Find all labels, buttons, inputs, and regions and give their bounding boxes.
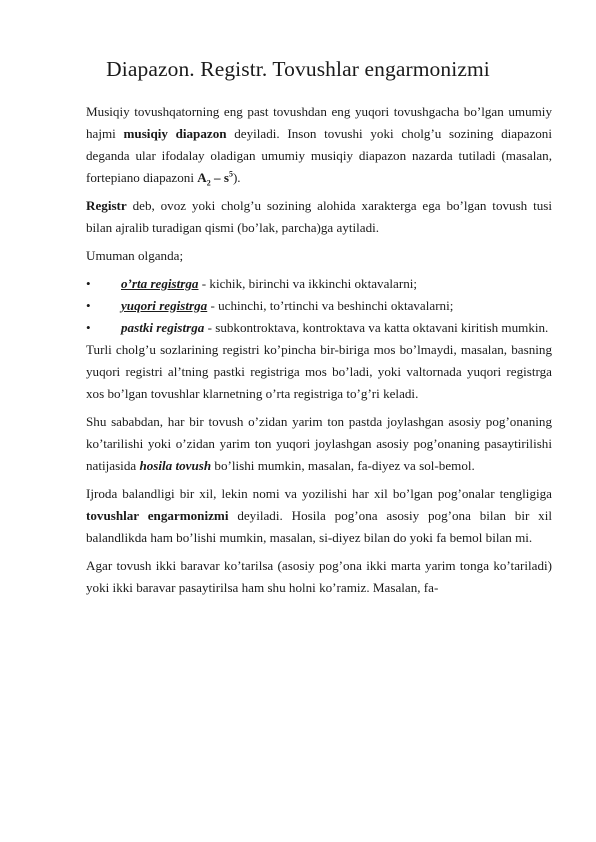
term-tovushlar-engarmonizmi: tovushlar engarmonizmi <box>86 508 229 523</box>
text-run: deyiladi. Inson tovushi yoki cholg’u sozining diapazoni deganda ular ifodalay oladigan umumiy musiqiy diapazon nazarda tutiladi (masalan, fortepiano diapazoni <box>86 126 552 185</box>
text-run: ). <box>232 170 241 185</box>
note-high-superscript: 5 <box>228 169 233 179</box>
text-run: Ijroda balandligi bir xil, lekin nomi va yozilishi har xil bo’lgan pog’onalar tengligiga <box>86 486 552 501</box>
text-run: deb, ovoz yoki cholg’u sozining alohida xarakterga ega bo’lgan tovush tusi bilan ajralib turadigan qismi (bo’lak, parcha)ga aytiladi. <box>86 198 552 235</box>
text-run: Musiqiy tovushqatorning eng past tovushdan eng yuqori tovushgacha bo’lgan umumiy hajmi <box>86 104 552 141</box>
term-musiqiy-diapazon: musiqiy diapazon <box>123 126 227 141</box>
paragraph-turli: Turli cholg’u sozlarining registri ko’pincha bir-biriga mos bo’lmaydi, masalan, basning yuqori registri al’tning pastki registriga mos bo’ladi, yoki valtornada yuqori registrga xos bo’lgan tovushlar klarnetning o’rta registriga to’g’ri keladi. <box>86 342 552 401</box>
term-hosila-tovush: hosila tovush <box>139 458 212 473</box>
list-item-yuqori <box>86 295 552 317</box>
list-item-orta <box>86 273 552 295</box>
bullet-icon: • <box>86 276 91 291</box>
term-pastki-registr: pastki registrga <box>121 320 205 335</box>
text-run: bo’lishi mumkin, masalan, fa-diyez va sol-bemol. <box>211 458 475 473</box>
text-run: Shu sababdan, har bir tovush o’zidan yarim ton pastda joylashgan asosiy pog’onaning ko’tarilishi yoki o’zidan yarim ton yuqori joylashgan asosiy pog’onaning pasaytirilishi natijasida <box>86 414 552 473</box>
paragraph-shu-sababdan <box>86 411 552 477</box>
paragraph-registr <box>86 195 552 239</box>
register-list <box>86 273 552 339</box>
term-yuqori-registr: yuqori registrga <box>121 298 208 313</box>
note-high: s <box>223 170 229 185</box>
text-run: - uchinchi, to’rtinchi va beshinchi oktavalarni; <box>207 298 454 313</box>
range-dash: – <box>210 170 224 185</box>
paragraph-ijroda <box>86 483 552 549</box>
note-low: A <box>197 170 207 185</box>
note-low-subscript: 2 <box>206 178 211 188</box>
range-formula <box>197 169 233 188</box>
paragraph-agar: Agar tovush ikki baravar ko’tarilsa (asosiy pog’ona ikki marta yarim tonga ko’tariladi) yoki ikki baravar pasaytirilsa ham shu holni ko’ramiz. Masalan, fa- <box>86 558 552 595</box>
term-registr: Registr <box>86 198 127 213</box>
text-run: - subkontroktava, kontroktava va katta oktavani kiritish mumkin. <box>204 320 549 335</box>
paragraph-umuman: Umuman olganda; <box>86 248 184 263</box>
term-orta-registr: o’rta registrga <box>121 276 199 291</box>
text-run: - kichik, birinchi va ikkinchi oktavalarni; <box>198 276 418 291</box>
paragraph-diapazon <box>86 101 552 189</box>
document-body <box>86 101 552 605</box>
bullet-icon: • <box>86 298 91 313</box>
bullet-icon: • <box>86 320 91 335</box>
list-item-pastki <box>86 317 552 339</box>
text-run: deyiladi. Hosila pog’ona asosiy pog’ona bilan bir xil balandlikda ham bo’lishi mumkin, masalan, si-diyez bilan do yoki fa bemol bilan mi. <box>86 508 552 545</box>
document-title: Diapazon. Registr. Tovushlar engarmonizmi <box>106 57 490 81</box>
